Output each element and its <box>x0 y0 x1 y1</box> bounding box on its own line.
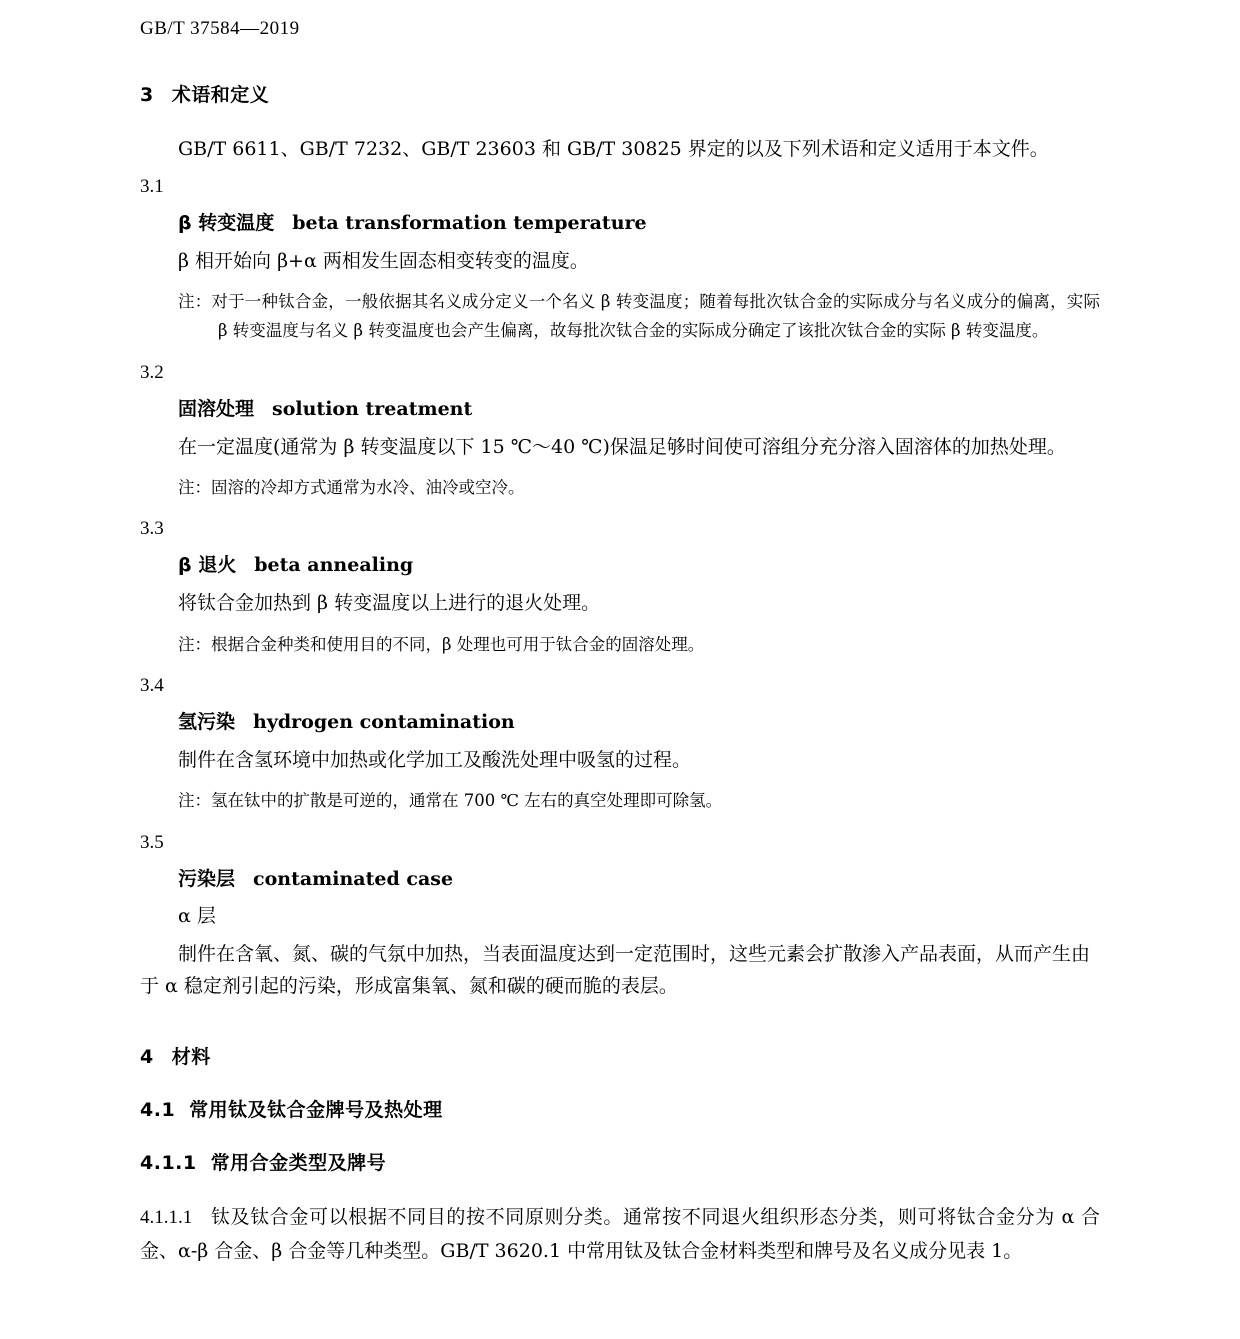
clause-3-intro: GB/T 6611、GB/T 7232、GB/T 23603 和 GB/T 30825 界定的以及下列术语和定义适用于本文件。 <box>178 138 1049 160</box>
term-heading-3-4 <box>178 707 1100 734</box>
term-cn-3-3: β 退火 <box>178 554 237 577</box>
term-cn-3-4: 氢污染 <box>178 711 236 733</box>
term-en-3-1: beta transformation temperature <box>292 211 647 234</box>
term-note-3-2: 注：固溶的冷却方式通常为水冷、油冷或空冷。 <box>178 477 525 497</box>
clause-4-1-heading <box>140 1095 1100 1122</box>
clause-4-1-number: 4.1 <box>140 1099 176 1122</box>
term-cn-3-1: β 转变温度 <box>178 211 275 234</box>
term-en-3-5: contaminated case <box>253 867 454 890</box>
term-en-3-4: hydrogen contamination <box>253 711 515 733</box>
term-definition-3-4: 制件在含氢环境中加热或化学加工及酸洗处理中吸氢的过程。 <box>178 749 692 771</box>
clause-4-heading <box>140 1042 1100 1069</box>
term-cn-3-5: 污染层 <box>178 867 236 890</box>
term-definition-3-5: 制件在含氧、氮、碳的气氛中加热，当表面温度达到一定范围时，这些元素会扩散渗入产品表面，从而产生由于 α 稳定剂引起的污染，形成富集氧、氮和碳的硬而脆的表层。 <box>140 942 1091 997</box>
term-number-3-3: 3.3 <box>140 518 164 540</box>
clause-4-1-1-heading <box>140 1148 1100 1175</box>
term-en-3-2: solution treatment <box>272 397 473 420</box>
term-definition-3-2: 在一定温度(通常为 β 转变温度以下 15 ℃～40 ℃)保温足够时间使可溶组分充分溶入固溶体的加热处理。 <box>178 435 1066 458</box>
clause-3-heading <box>140 80 1100 107</box>
page-header: GB/T 37584—2019 <box>140 18 300 39</box>
term-number-3-1: 3.1 <box>140 175 164 197</box>
page-content <box>140 0 1100 1268</box>
term-definition-3-3: 将钛合金加热到 β 转变温度以上进行的退火处理。 <box>178 592 601 615</box>
clause-4-1-1-number: 4.1.1 <box>140 1152 197 1175</box>
term-note-3-4: 注：氢在钛中的扩散是可逆的，通常在 700 ℃ 左右的真空处理即可除氢。 <box>178 791 723 811</box>
term-definition-3-1: β 相开始向 β+α 两相发生固态相变转变的温度。 <box>178 249 589 272</box>
term-en-3-3: beta annealing <box>254 554 414 577</box>
term-alpha-layer-3-5: α 层 <box>178 904 216 927</box>
term-note-3-3: 注：根据合金种类和使用目的不同，β 处理也可用于钛合金的固溶处理。 <box>178 634 705 654</box>
clause-4-number: 4 <box>140 1046 154 1069</box>
clause-4-title: 材料 <box>171 1046 211 1069</box>
clause-3-title: 术语和定义 <box>171 84 270 106</box>
term-heading-3-2 <box>178 394 1100 421</box>
clause-3-number: 3 <box>140 84 154 106</box>
term-number-3-2: 3.2 <box>140 361 164 383</box>
clause-4-1-1-1-number: 4.1.1.1 <box>140 1207 193 1229</box>
clause-4-1-1-title: 常用合金类型及牌号 <box>210 1152 387 1175</box>
term-number-3-4: 3.4 <box>140 675 164 696</box>
term-heading-3-3 <box>178 550 1100 577</box>
term-heading-3-1 <box>178 208 1100 235</box>
term-cn-3-2: 固溶处理 <box>178 397 255 420</box>
term-number-3-5: 3.5 <box>140 831 164 853</box>
term-note-3-1: 注：对于一种钛合金，一般依据其名义成分定义一个名义 β 转变温度；随着每批次钛合金的实际成分与名义成分的偏离，实际 β 转变温度与名义 β 转变温度也会产生偏离，故每批次钛合金的实际成分确定了该批次钛合金的实际 β 转变温度。 <box>178 291 1100 341</box>
clause-4-1-title: 常用钛及钛合金牌号及热处理 <box>189 1099 443 1122</box>
clause-4-1-1-1-text: 钛及钛合金可以根据不同目的按不同原则分类。通常按不同退火组织形态分类，则可将钛合金分为 α 合金、α-β 合金、β 合金等几种类型。GB/T 3620.1 中常用钛及钛合金材料类型和牌号及名义成分见表 1。 <box>140 1206 1100 1262</box>
term-heading-3-5 <box>178 864 1100 891</box>
clause-4-1-1-1-paragraph <box>140 1201 1100 1267</box>
